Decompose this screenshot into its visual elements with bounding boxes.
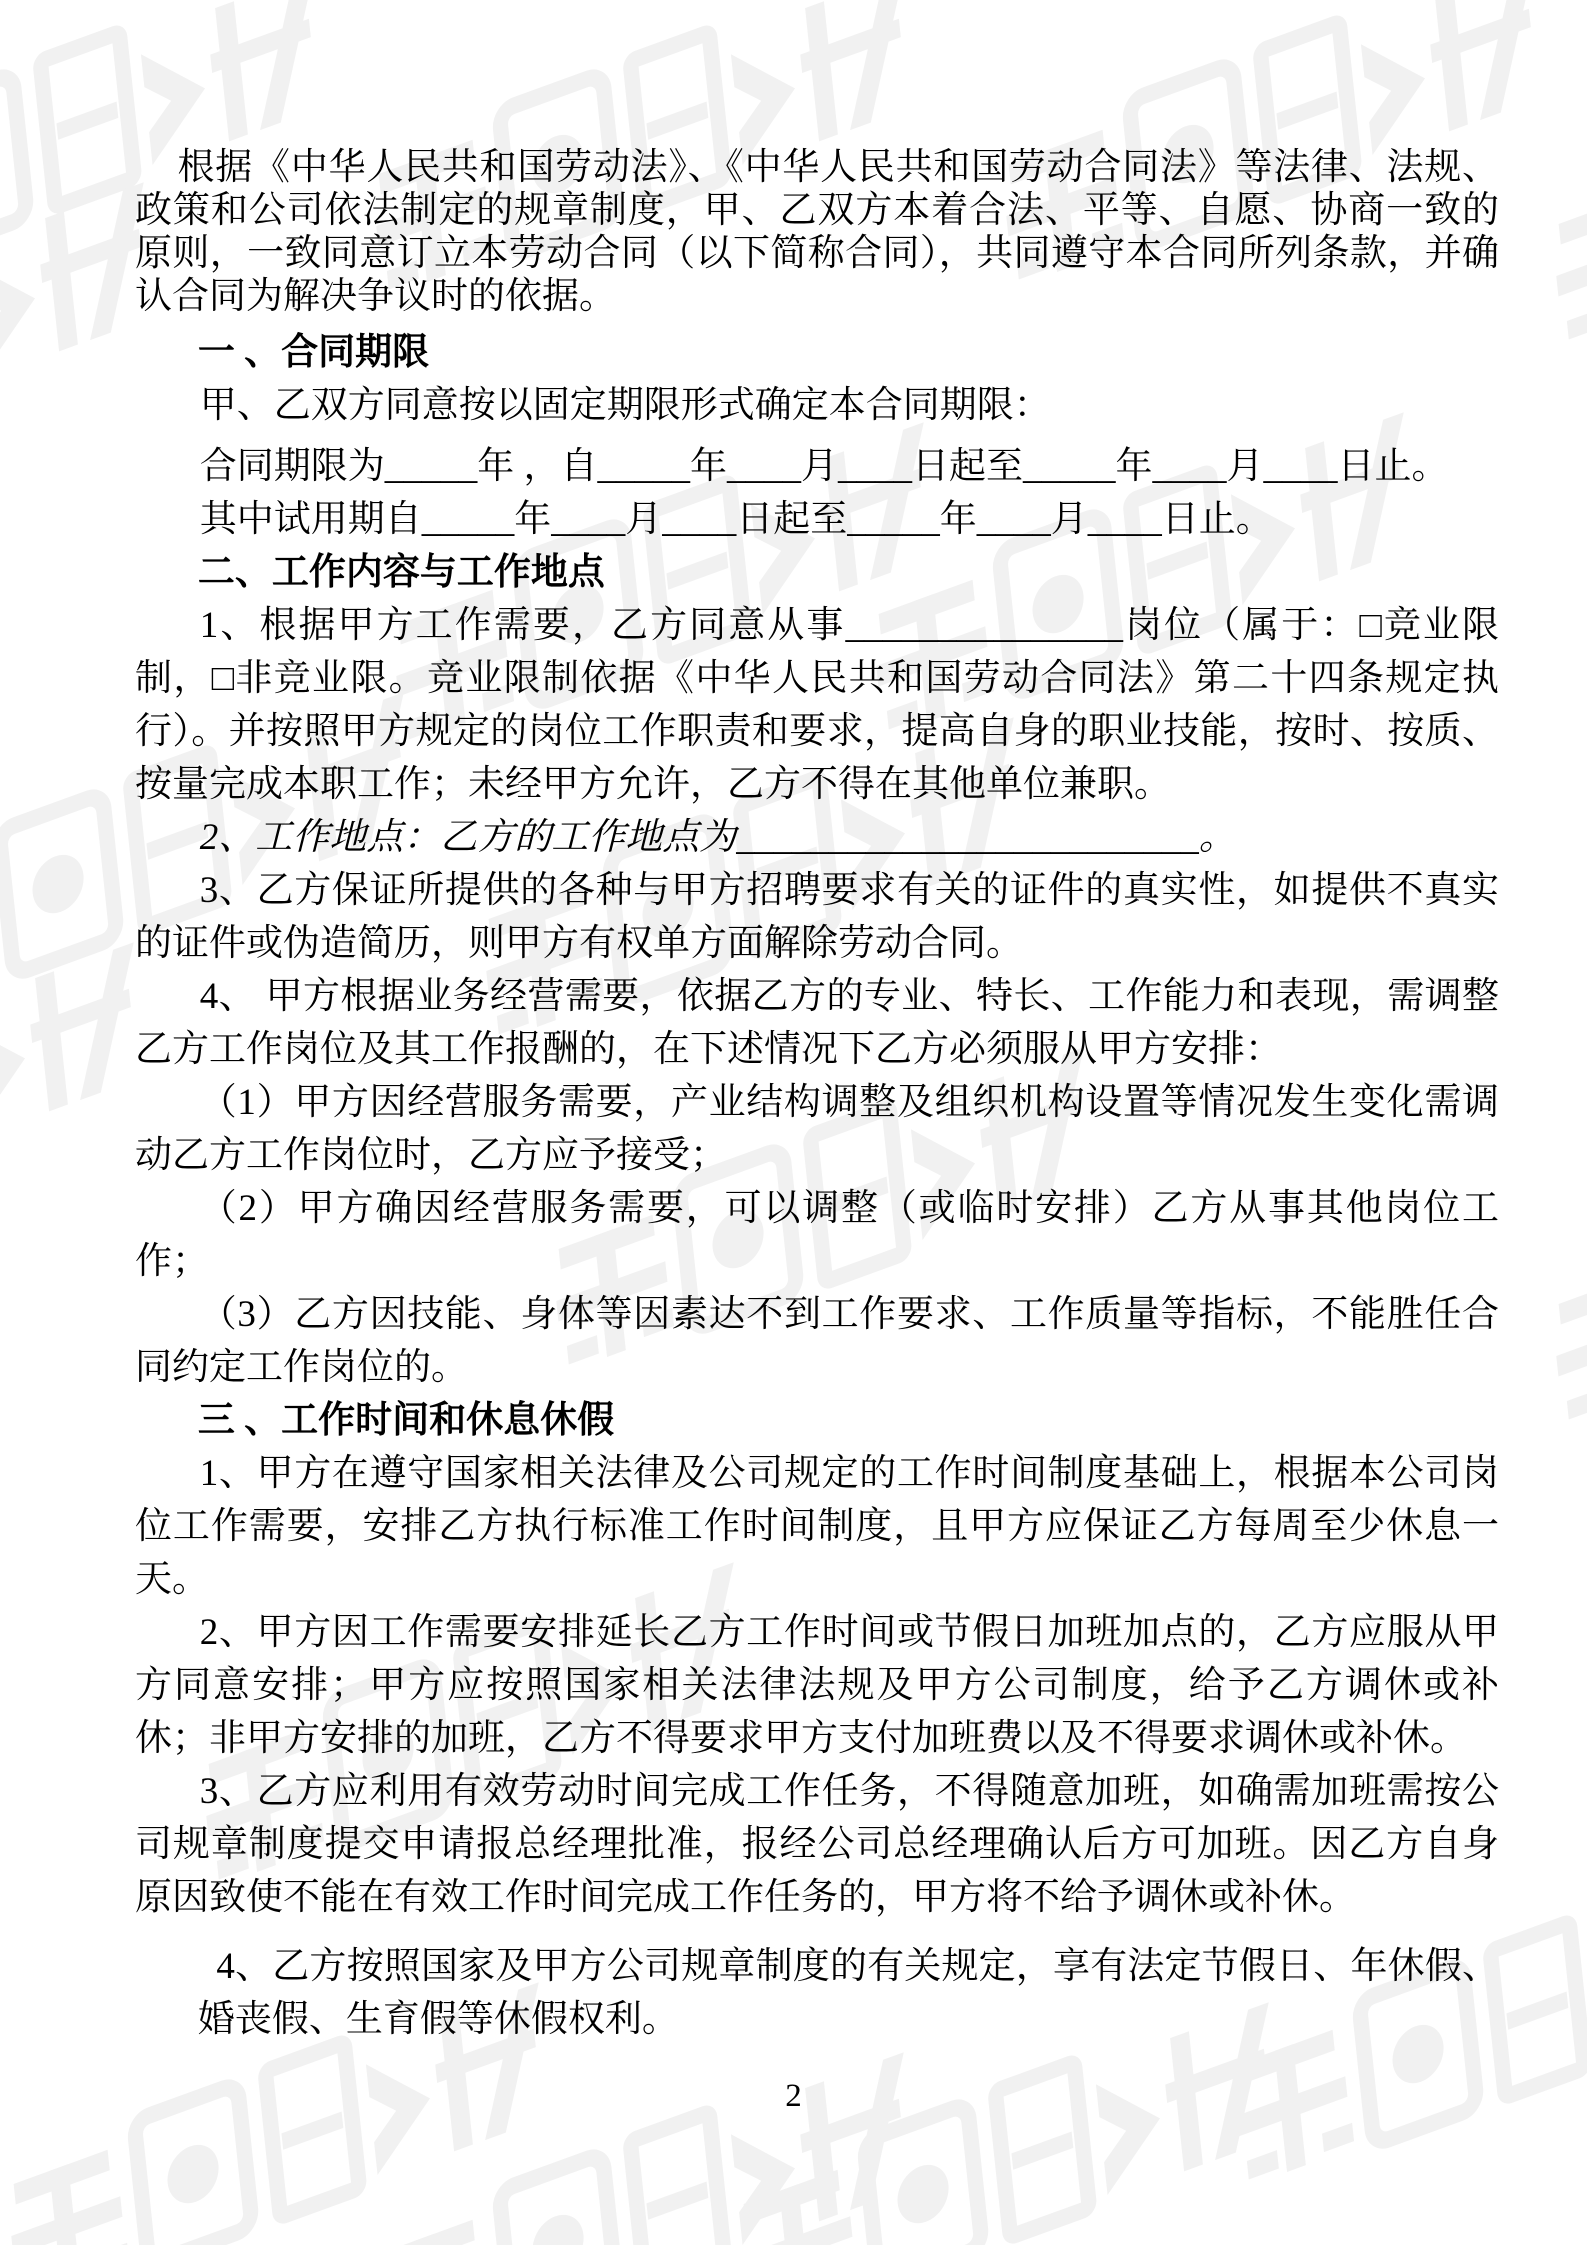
intro-paragraph: 根据《中华人民共和国劳动法》、《中华人民共和国劳动合同法》等法律、法规、政策和公司依法制定的规章制度，甲、乙双方本着合法、平等、自愿、协商一致的原则，一致同意订立本劳动合同（以下简称合同），共同遵守本合同所列条款，并确认合同为解决争议时的依据。 [135,147,1499,317]
work-time-item-3: 3、乙方应利用有效劳动时间完成工作任务，不得随意加班，如确需加班需按公司规章制度提交申请报总经理批准，报经公司总经理确认后方可加班。因乙方自身原因致使不能在有效工作时间完成工作任务的，甲方将不给予调休或补休。 [135,1771,1499,1918]
section-heading-work-time: 三 、工作时间和休息休假 [197,1400,615,1441]
work-content-item-4-3: （3）乙方因技能、身体等因素达不到工作要求、工作质量等指标，不能胜任合同约定工作岗位的。 [135,1294,1499,1388]
term-intro-line: 甲、乙双方同意按以固定期限形式确定本合同期限： [199,385,1051,426]
page-number: 2 [785,2078,802,2114]
work-time-item-2: 2、甲方因工作需要安排延长乙方工作时间或节假日加班加点的，乙方应服从甲方同意安排；甲方应按照国家相关法律法规及甲方公司制度，给予乙方调休或补休；非甲方安排的加班，乙方不得要求甲方支付加班费以及不得要求调休或补休。 [135,1612,1499,1759]
term-dates-blank-line: 合同期限为_____年 ，自_____年____月____日起至_____年____月____日止。 [199,446,1449,487]
work-content-item-3: 3、乙方保证所提供的各种与甲方招聘要求有关的证件的真实性，如提供不真实的证件或伪造简历，则甲方有权单方面解除劳动合同。 [135,870,1499,964]
section-heading-work-content: 二、工作内容与工作地点 [197,552,605,593]
work-time-item-1: 1、甲方在遵守国家相关法律及公司规定的工作时间制度基础上，根据本公司岗位工作需要，安排乙方执行标准工作时间制度，且甲方应保证乙方每周至少休息一天。 [135,1453,1499,1600]
section-heading-term: 一 、合同期限 [197,332,430,373]
work-content-item-4-1: （1）甲方因经营服务需要，产业结构调整及组织机构设置等情况发生变化需调动乙方工作岗位时，乙方应予接受； [135,1082,1499,1176]
work-content-item-4-2: （2）甲方确因经营服务需要，可以调整（或临时安排）乙方从事其他岗位工作； [135,1188,1499,1282]
probation-blank-line: 其中试用期自_____年____月____日起至_____年____月____日止。 [199,499,1273,540]
work-location-blank-line: 2、工作地点：乙方的工作地点为_________________________。 [199,817,1236,858]
work-content-item-4: 4、 甲方根据业务经营需要，依据乙方的专业、特长、工作能力和表现，需调整乙方工作岗位及其工作报酬的，在下述情况下乙方必须服从甲方安排： [135,976,1499,1070]
work-content-item-1: 1、根据甲方工作需要，乙方同意从事_______________岗位（属于：□竞业限制，□非竞业限。竞业限制依据《中华人民共和国劳动合同法》第二十四条规定执行）。并按照甲方规定的岗位工作职责和要求，提高自身的职业技能，按时、按质、按量完成本职工作；未经甲方允许，乙方不得在其他单位兼职。 [135,605,1499,805]
work-time-item-4: 4、乙方按照国家及甲方公司规章制度的有关规定，享有法定节假日、年休假、婚丧假、生育假等休假权利。 [197,1946,1499,2040]
